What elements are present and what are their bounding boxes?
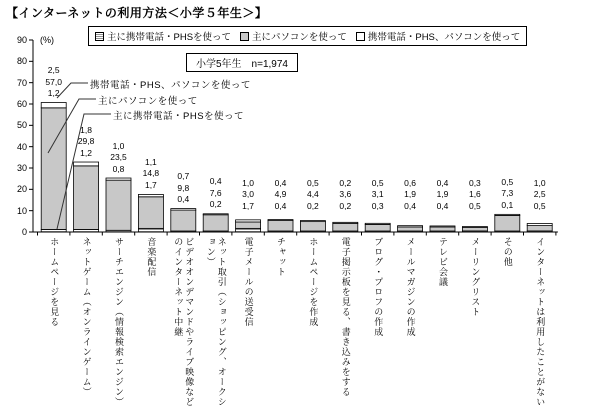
bar-value: 0,4: [436, 200, 449, 211]
bar-value: 0,6: [404, 177, 416, 188]
bar-value: 1,9: [436, 189, 449, 199]
legend-item-label: 携帯電話・PHS、パソコンを使って: [367, 32, 521, 43]
bar-segment-主にパソコンを使って: [74, 166, 99, 230]
bar-value: 0,4: [404, 200, 416, 211]
bar-value: 3,1: [371, 189, 384, 199]
bar-segment-主に携帯電話・PHSを使って: [138, 228, 163, 232]
bar-segment-携帯電話・PHS、パソコンを使って: [462, 227, 487, 228]
y-tick-label: 30: [16, 163, 27, 173]
legend-item-label: 主にパソコンを使って: [252, 32, 347, 43]
bar-value: 0,1: [501, 199, 514, 210]
bar-value: 0,5: [468, 200, 481, 211]
bar-value: 4,9: [274, 189, 287, 199]
bar-value: 0,8: [112, 163, 125, 174]
x-category-label: [518, 237, 562, 415]
bar-segment-主に携帯電話・PHSを使って: [236, 228, 261, 232]
bar-value: 4,4: [306, 189, 319, 199]
bar-value: 1,9: [404, 189, 416, 199]
bar-segment-携帯電話・PHS、パソコンを使って: [365, 223, 390, 224]
bar-value: 23,5: [110, 152, 127, 163]
x-category-label-text: その他: [502, 237, 513, 267]
x-category-label-text: ホームページを作成: [308, 237, 319, 327]
bar-value: 1,2: [47, 88, 60, 98]
bar-value: 0,5: [533, 200, 546, 211]
sample-size-text: 小学5年生 n=1,974: [196, 59, 288, 70]
x-category-label-text: 音楽配信: [146, 237, 157, 277]
bar-value: 1,7: [242, 200, 254, 211]
bar-value: 1,1: [144, 156, 157, 167]
bar-value: 0,4: [274, 177, 287, 188]
x-category-label-text: 電子掲示板を見る、書き込みをする: [340, 237, 351, 397]
legend-item-label: 主に携帯電話・PHSを使って: [107, 32, 232, 43]
bar-segment-携帯電話・PHS、パソコンを使って: [236, 220, 261, 222]
x-category-label-text: テレビ会議: [437, 237, 448, 287]
bar-value-label-group: [31, 65, 77, 100]
x-category-label-text: ビデオオンデマンドやライブ映像などのインターネット中継: [173, 237, 195, 407]
bar-value: 0,4: [209, 176, 222, 187]
bar-value: 1,6: [468, 189, 481, 199]
bar-value: 57,0: [45, 76, 62, 87]
bar-value: 0,4: [274, 200, 287, 211]
bar-value: 3,0: [242, 189, 254, 199]
bar-value: 1,0: [112, 140, 125, 151]
bar-segment-主にパソコンを使って: [300, 222, 325, 231]
bar-segment-主にパソコンを使って: [495, 215, 520, 231]
bar-segment-主にパソコンを使って: [236, 222, 261, 228]
bar-segment-主にパソコンを使って: [171, 210, 196, 231]
bar-value: 2,5: [533, 189, 546, 199]
annotation-mainly-pc: 主にパソコンを使って: [98, 96, 198, 107]
bar-value: 0,5: [371, 177, 384, 188]
bar-segment-携帯電話・PHS、パソコンを使って: [430, 226, 455, 227]
y-axis-unit-label: (%): [40, 35, 54, 45]
bar-value: 0,3: [371, 200, 384, 211]
y-tick-label: 20: [16, 184, 27, 195]
bar-value: 0,2: [339, 177, 352, 188]
bar-value: 1,2: [80, 147, 92, 158]
bar-value: 0,3: [468, 177, 481, 188]
y-tick-label: 60: [16, 99, 27, 109]
bar-value: 29,8: [77, 136, 95, 147]
bar-value: 1,8: [80, 124, 92, 135]
bar-segment-主にパソコンを使って: [333, 223, 358, 231]
bar-segment-携帯電話・PHS、パソコンを使って: [268, 220, 293, 221]
bar-value: 3,6: [339, 189, 352, 199]
x-category-label-text: 電子メールの送受信: [243, 237, 254, 327]
y-tick-label: 10: [16, 205, 27, 216]
bar-value: 7,6: [209, 187, 222, 198]
y-tick-label: 40: [16, 141, 27, 152]
annotation-mainly-phone: 主に携帯電話・PHSを使って: [113, 111, 245, 122]
bar-value: 0,5: [501, 176, 514, 187]
x-category-label-text: ホームページを見る: [49, 237, 60, 327]
annotation-both-phone-and-pc: 携帯電話・PHS、パソコンを使って: [90, 80, 251, 91]
bar-value-label-group: [517, 178, 563, 213]
x-category-label-text: ネットゲーム（オンラインゲーム）: [81, 237, 92, 397]
bar-segment-携帯電話・PHS、パソコンを使って: [300, 221, 325, 222]
bar-value: 0,2: [306, 200, 319, 211]
bar-segment-主にパソコンを使って: [527, 226, 552, 231]
bar-value: 1,0: [533, 177, 546, 188]
x-category-label-text: メールマガジンの作成: [405, 237, 416, 337]
bar-value: 9,8: [177, 182, 190, 193]
bar-value: 14,8: [142, 168, 160, 179]
bar-segment-主にパソコンを使って: [462, 228, 487, 231]
bar-value: 7,3: [501, 188, 514, 199]
bar-segment-主にパソコンを使って: [398, 227, 423, 231]
bar-value: 0,7: [177, 171, 190, 182]
page-title: 【インターネットの利用方法＜小学５年生＞】: [6, 6, 268, 20]
bar-value: 0,2: [209, 199, 222, 210]
x-category-label-text: インターネットは利用したことがない: [535, 237, 546, 407]
bar-value: 1,0: [242, 177, 254, 188]
y-tick-label: 90: [16, 35, 27, 45]
x-category-label-text: サーチエンジン（情報検索エンジン）: [113, 237, 124, 407]
bar-value: 0,5: [306, 177, 319, 188]
bar-segment-携帯電話・PHS、パソコンを使って: [495, 214, 520, 215]
x-category-label-text: ネット取引（ショッピング、オークション）: [205, 237, 227, 407]
bar-value: 0,2: [339, 200, 352, 211]
y-tick-label: 70: [16, 77, 27, 88]
bar-segment-携帯電話・PHS、パソコンを使って: [203, 214, 228, 215]
x-category-label-text: メーリングリスト: [470, 237, 481, 317]
bar-segment-主にパソコンを使って: [430, 227, 455, 231]
y-tick-label: 80: [16, 56, 27, 67]
bar-segment-主にパソコンを使って: [203, 215, 228, 231]
y-tick-label: 50: [16, 120, 27, 131]
bar-segment-携帯電話・PHS、パソコンを使って: [41, 103, 66, 108]
x-category-label-text: チャット: [275, 237, 286, 277]
bar-segment-携帯電話・PHS、パソコンを使って: [527, 223, 552, 225]
bar-segment-携帯電話・PHS、パソコンを使って: [398, 226, 423, 227]
bar-segment-主にパソコンを使って: [365, 224, 390, 231]
bar-segment-携帯電話・PHS、パソコンを使って: [333, 222, 358, 223]
bar-value: 1,7: [144, 179, 157, 190]
y-tick-label: 0: [21, 227, 27, 237]
x-category-label-text: ブログ・プロフの作成: [373, 237, 384, 337]
bar-value: 2,5: [47, 65, 60, 75]
bar-segment-主にパソコンを使って: [268, 221, 293, 231]
bar-value: 0,4: [436, 177, 449, 188]
bar-value: 0,4: [177, 194, 190, 205]
